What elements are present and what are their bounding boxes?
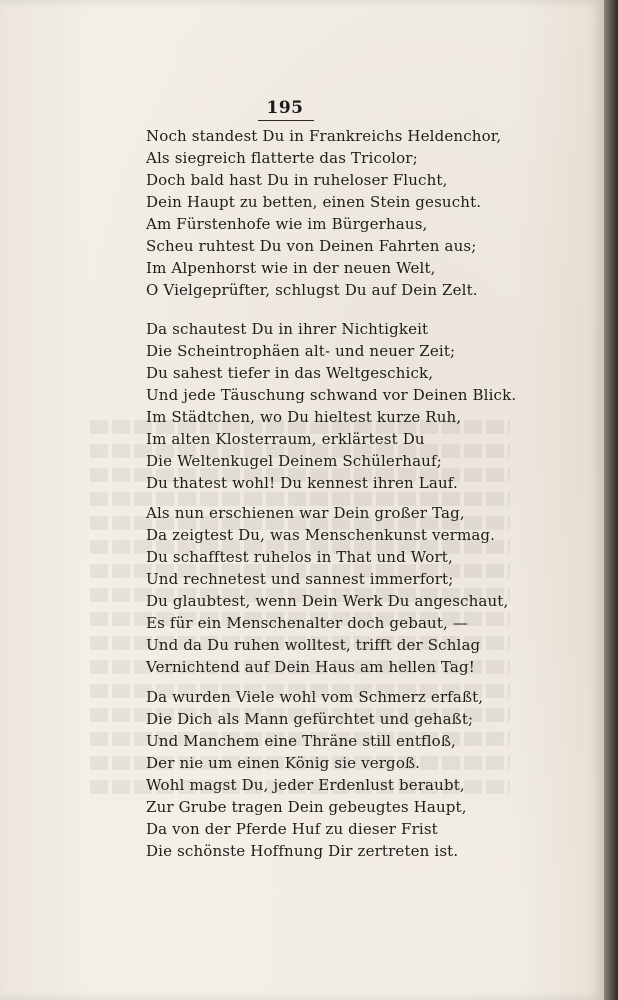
poem-line: Zur Grube tragen Dein gebeugtes Haupt,	[146, 798, 467, 816]
poem-line: Und jede Täuschung schwand vor Deinen Blick.	[146, 386, 517, 404]
poem-line: Dein Haupt zu betten, einen Stein gesucht.	[146, 193, 482, 211]
poem-line: Die Dich als Mann gefürchtet und gehaßt;	[146, 710, 474, 728]
poem-line: O Vielgeprüfter, schlugst Du auf Dein Zelt.	[146, 281, 478, 299]
page-number-rule	[258, 120, 314, 121]
poem-line: Wohl magst Du, jeder Erdenlust beraubt,	[146, 776, 465, 794]
poem-line: Vernichtend auf Dein Haus am hellen Tag!	[146, 658, 475, 676]
poem-line: Die schönste Hoffnung Dir zertreten ist.	[146, 842, 459, 860]
poem-line: Am Fürstenhofe wie im Bürgerhaus,	[146, 215, 428, 233]
poem-line: Die Scheintrophäen alt- und neuer Zeit;	[146, 342, 456, 360]
poem-line: Im Alpenhorst wie in der neuen Welt,	[146, 259, 436, 277]
poem-line: Du schafftest ruhelos in That und Wort,	[146, 548, 453, 566]
poem-line: Da von der Pferde Huf zu dieser Frist	[146, 820, 438, 838]
poem-line: Und rechnetest und sannest immerfort;	[146, 570, 454, 588]
page-number: 195	[266, 98, 304, 118]
poem-line: Der nie um einen König sie vergoß.	[146, 754, 421, 772]
poem-line: Da wurden Viele wohl vom Schmerz erfaßt,	[146, 688, 484, 706]
poem-line: Du sahest tiefer in das Weltgeschick,	[146, 364, 434, 382]
poem-line: Du thatest wohl! Du kennest ihren Lauf.	[146, 474, 458, 492]
poem-line: Als siegreich flatterte das Tricolor;	[146, 149, 418, 167]
poem-line: Da schautest Du in ihrer Nichtigkeit	[146, 320, 429, 338]
poem-line: Im alten Klosterraum, erklärtest Du	[146, 430, 425, 448]
poem-line: Im Städtchen, wo Du hieltest kurze Ruh,	[146, 408, 462, 426]
poem-line: Es für ein Menschenalter doch gebaut, —	[146, 614, 469, 632]
poem-line: Scheu ruhtest Du von Deinen Fahrten aus;	[146, 237, 477, 255]
poem-line: Und da Du ruhen wolltest, trifft der Schlag	[146, 636, 481, 654]
poem-line: Du glaubtest, wenn Dein Werk Du angeschaut,	[146, 592, 509, 610]
book-edge-shadow	[604, 0, 618, 1000]
poem-line: Doch bald hast Du in ruheloser Flucht,	[146, 171, 448, 189]
poem-line: Noch standest Du in Frankreichs Heldenchor,	[146, 127, 502, 145]
poem-line: Und Manchem eine Thräne still entfloß,	[146, 732, 456, 750]
poem-line: Als nun erschienen war Dein großer Tag,	[146, 504, 465, 522]
poem-line: Die Weltenkugel Deinem Schülerhauf;	[146, 452, 442, 470]
poem-line: Da zeigtest Du, was Menschenkunst vermag.	[146, 526, 496, 544]
